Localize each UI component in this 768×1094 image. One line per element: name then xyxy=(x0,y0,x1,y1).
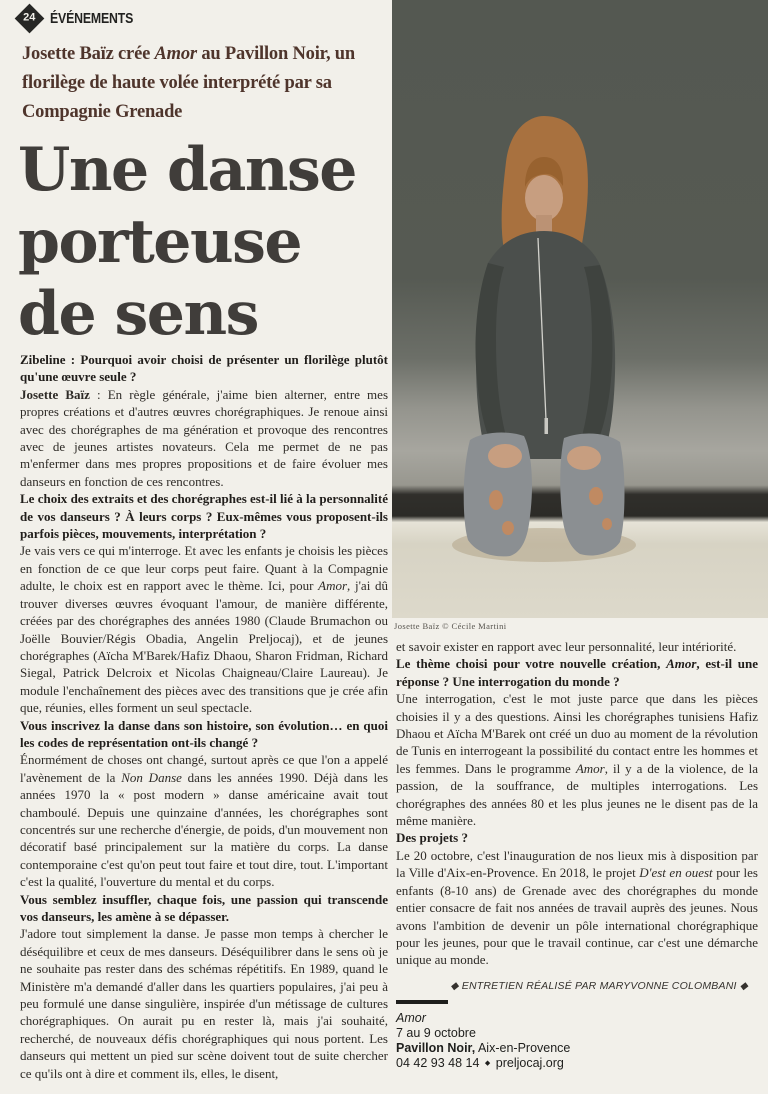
jeans-rip xyxy=(602,518,612,530)
text-segment: Le thème choisi pour votre nouvelle création, xyxy=(396,656,667,672)
text-segment: , est-il une réponse ? Une interrogation du monde ? xyxy=(396,656,758,689)
text-segment: D'est en ouest xyxy=(639,865,713,881)
diamond-separator-icon: ◆ xyxy=(484,1060,491,1067)
event-info-box xyxy=(396,1000,696,1071)
text-segment: Amor xyxy=(318,578,348,594)
interview-answer xyxy=(20,925,388,1082)
article-right-column xyxy=(396,638,758,995)
interview-question xyxy=(20,490,388,542)
face xyxy=(525,175,563,221)
page-number: 24 xyxy=(23,12,36,24)
interview-question xyxy=(20,891,388,926)
section-title: ÉVÉNEMENTS xyxy=(50,10,134,27)
text-segment: Non Danse xyxy=(121,769,182,785)
text-segment: J'adore tout simplement la danse. Je passe mon temps à chercher le déséquilibre et ceux de mes danseurs. Déséquilibrer dans le sens où je ne souhaite pas rester dans des schémas répétitifs. En 1989, quand le Ministère m'a demandé d'aller dans les quartiers populaires, j'ai peu à peu formulé une danse singulière, inspirée d'un métissage de cultures chorégraphiques. On aurait pu en rester là, mais j'ai souhaité, recherché, de nouveaux défis chorégraphiques qui nous portent. Les danseurs qui mettent un pied sur scène doivent tout de suite chercher ce qu'ils ont à dire et comment ils, elles, le disent, xyxy=(20,926,388,1081)
text-segment: Le choix des extraits et des chorégraphes est-il lié à la personnalité de vos danseurs ? À leurs corps ? Eux-mêmes vous proposent-ils parfois pièces, mouvements, interprétation ? xyxy=(20,491,388,542)
photo-region xyxy=(392,0,768,618)
event-contact xyxy=(396,1056,696,1071)
event-venue-name: Pavillon Noir, xyxy=(396,1041,476,1055)
text-segment: dans les années 1990. Déjà dans les années 1970 la « post modern » danse américaine avait tout chamboulé. Depuis une quinzaine d'années, les chorégraphes sont concentrés sur une recherche d'énergie, de poids, d'un mouvement non décoratif basé principalement sur la matière du corps. La danse contemporaine c'est qu'on peut tout faire et tout dire, tout. L'important c'est la qualité, l'ouverture du mental et du corps. xyxy=(20,769,389,890)
headline-line-3: de sens xyxy=(18,279,258,349)
text-segment: Amor xyxy=(575,760,605,776)
text-segment: , j'ai dû trouver diverses œuvres évoquant l'amour, de manière différente, créées par des chorégraphes des années 1980 (Claude Brumachon ou Joëlle Bouvier/Régis Obadia, Angelin Preljocaj), et de jeunes chorégraphes (Aïcha M'Barek/Hafiz Dhaou, Sharon Fridman, Richard Siegal, Patrick Delcroix et Nicolas Chaigneau/Claire Laureau). Je module l'enchaînement des pièces avec des transitions que je crée afin que, réunies, elles forment un seul spectacle. xyxy=(20,578,388,716)
text-segment: Amor xyxy=(154,44,197,64)
article-right-column-paragraphs xyxy=(396,638,758,969)
section-header xyxy=(16,8,151,29)
text-segment: , il y a de la violence, de la passion, de la souffrance, de multiples interrogations. Les chorégraphes des années 80 et les plus jeunes ne le disent pas de la même manière. xyxy=(396,760,758,829)
interview-question xyxy=(20,717,388,752)
event-phone: 04 42 93 48 14 xyxy=(396,1056,480,1070)
text-segment: Vous inscrivez la danse dans son histoire, son évolution… en quoi les codes de représentation ont-ils changé ? xyxy=(20,717,388,750)
neck xyxy=(536,215,552,233)
event-title: Amor xyxy=(396,1011,426,1025)
text-segment: Zibeline : Pourquoi avoir choisi de présenter un florilège plutôt qu'une œuvre seule ? xyxy=(20,352,388,385)
standfirst xyxy=(22,40,402,127)
interview-question xyxy=(20,351,388,386)
event-venue xyxy=(396,1041,696,1056)
event-rule xyxy=(396,1000,448,1004)
headline xyxy=(18,134,408,350)
text-segment: au Pavillon Noir, un florilège de haute volée interprété par sa Compagnie Grenade xyxy=(22,44,355,122)
text-segment: Vous semblez insuffler, chaque fois, une passion qui transcende vos danseurs, les amène à se dépasser. xyxy=(20,891,388,924)
interview-answer xyxy=(20,751,388,890)
text-segment: Josette Baïz xyxy=(20,386,90,402)
right-hand xyxy=(567,446,601,470)
interview-answer xyxy=(20,542,388,716)
article-left-column xyxy=(20,351,388,1082)
interview-answer xyxy=(20,386,388,490)
event-website: preljocaj.org xyxy=(495,1056,564,1070)
jeans-rip xyxy=(589,487,603,505)
text-segment: Je vais vers ce qui m'interroge. Et avec les enfants je choisis les pièces en fonction de ce que leur corps peut faire. Quant à la Compagnie adulte, le choix est en rapport avec le thème. Ici, pour xyxy=(20,543,388,594)
event-venue-city: Aix-en-Provence xyxy=(475,1041,571,1055)
text-segment: Amor xyxy=(666,656,697,672)
jeans-rip xyxy=(502,521,514,535)
photo-caption: Josette Baïz © Cécile Martini xyxy=(394,621,507,631)
interview-answer xyxy=(396,638,758,655)
text-segment: et savoir exister en rapport avec leur personnalité, leur intériorité. xyxy=(396,639,737,654)
interview-answer xyxy=(396,690,758,829)
interview-answer xyxy=(396,847,758,969)
necklace-pendant xyxy=(545,418,549,434)
text-segment: Josette Baïz xyxy=(22,44,119,64)
text-segment: Énormément de choses ont changé, surtout après ce que l'on a appelé l'avènement de la xyxy=(20,752,388,785)
text-segment: Une interrogation, c'est le mot juste parce que dans les pièces choisies il y a des questions. Ainsi les chorégraphes tunisiens Hafiz Dhaou et Aïcha M'Barek ont créé un duo au moment de la révolution de Tunis en interrogeant la possibilité du contact entre les hommes et les femmes. Dans le programme xyxy=(396,691,758,776)
headline-line-1: Une danse xyxy=(18,135,356,205)
text-segment: Le 20 octobre, c'est l'inauguration de nos lieux mis à disposition par la Ville d'Aix-en-Provence. En 2018, le projet xyxy=(396,847,758,881)
text-segment: pour les enfants (8-10 ans) de Grenade avec des chorégraphes du monde entier consacre de fait nos années de travail auprès des jeunes. Nous avons l'ambition de devenir un pôle international chorégraphique pour les jeunes, pour que le travail continue, car c'est une démarche unique au monde. xyxy=(396,865,758,968)
text-segment: : En règle générale, j'aime bien alterner, entre mes propres créations et d'autres œuvres chorégraphiques. Je renoue ainsi avec des chorégraphes de ma génération et provoque des rencontres avec de jeunes artistes novateurs. Cela me permet de ne pas m'enfermer dans mes propres propositions et de faire évoluer mes danseurs en fonction de ces rencontres. xyxy=(20,386,388,489)
interview-question xyxy=(396,829,758,846)
headline-line-2: porteuse xyxy=(18,207,302,277)
page-number-badge xyxy=(15,4,45,34)
jeans-rip xyxy=(489,490,503,510)
text-segment: crée xyxy=(118,44,155,64)
text-segment: Des projets ? xyxy=(396,830,468,846)
left-hand xyxy=(488,444,522,468)
event-dates: 7 au 9 octobre xyxy=(396,1026,476,1040)
byline: ◆ ENTRETIEN RÉALISÉ PAR MARYVONNE COLOMBANI ◆ xyxy=(450,979,748,992)
josette-baiz-photo xyxy=(392,0,768,618)
interview-question xyxy=(396,655,758,690)
